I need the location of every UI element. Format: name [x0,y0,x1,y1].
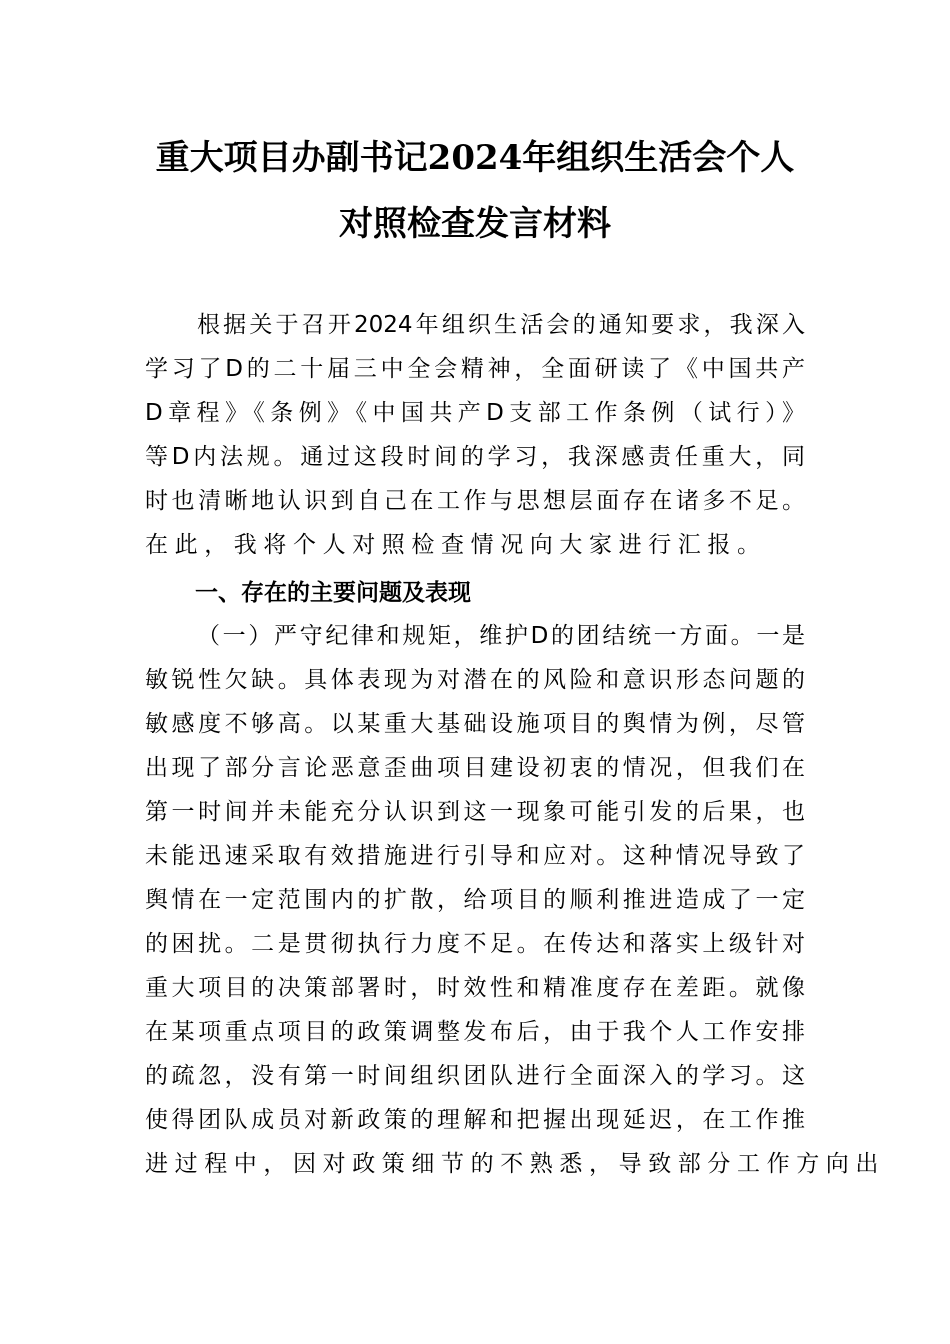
text-line: 第一时间并未能充分认识到这一现象可能引发的后果，也 [145,799,805,825]
text-line: 未能迅速采取有效措施进行引导和应对。这种情况导致了 [145,843,805,869]
text-line: D章程》《条例》《中国共产D支部工作条例（试行）》 [145,400,805,426]
text-line: 使得团队成员对新政策的理解和把握出现延迟，在工作推 [145,1107,805,1133]
title-line-2: 对照检查发言材料 [339,204,611,244]
text-line: 重大项目的决策部署时，时效性和精准度存在差距。就像 [145,975,805,1001]
text-line: 出现了部分言论恶意歪曲项目建设初衷的情况，但我们在 [145,755,805,781]
text-line: 等D内法规。通过这段时间的学习，我深感责任重大，同 [145,444,805,470]
text-line: 学习了D的二十届三中全会精神，全面研读了《中国共产 [145,356,805,382]
text-line: 的困扰。二是贯彻执行力度不足。在传达和落实上级针对 [145,931,805,957]
text-line: 舆情在一定范围内的扩散，给项目的顺利推进造成了一定 [145,887,805,913]
text-line: 在某项重点项目的政策调整发布后，由于我个人工作安排 [145,1019,805,1045]
text-line: 敏感度不够高。以某重大基础设施项目的舆情为例，尽管 [145,711,805,737]
text-line: 的疏忽，没有第一时间组织团队进行全面深入的学习。这 [145,1063,805,1089]
text-line: （一）严守纪律和规矩，维护D的团结统一方面。一是 [197,623,805,649]
text-line: 敏锐性欠缺。具体表现为对潜在的风险和意识形态问题的 [145,667,805,693]
text-line: 在此，我将个人对照检查情况向大家进行汇报。 [145,532,767,558]
section-heading: 一、存在的主要问题及表现 [195,580,471,606]
title-line-1: 重大项目办副书记2024年组织生活会个人 [155,138,795,178]
text-line: 根据关于召开2024年组织生活会的通知要求，我深入 [197,312,805,338]
text-line: 进过程中，因对政策细节的不熟悉，导致部分工作方向出 [145,1151,885,1177]
text-line: 时也清晰地认识到自己在工作与思想层面存在诸多不足。 [145,488,805,514]
